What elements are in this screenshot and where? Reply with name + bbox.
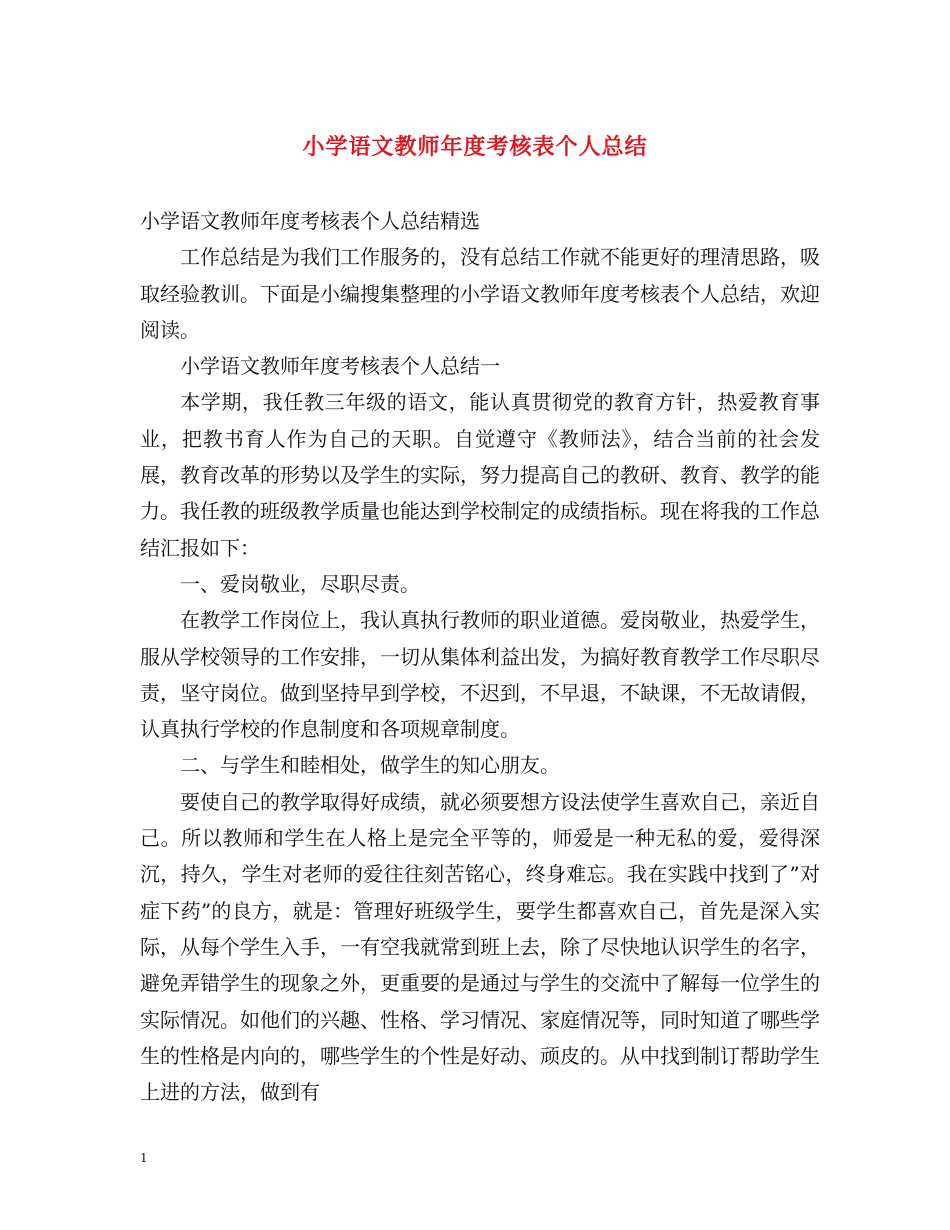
- body-paragraph: 要使自己的教学取得好成绩，就必须要想方设法使学生喜欢自己，亲近自己。所以教师和学生在人格上是完全平等的，师爱是一种无私的爱，爱得深沉，持久，学生对老师的爱往往刻苦铭心，终身难忘。我在实践中找到了”对症下药”的良方，就是：管理好班级学生，要学生都喜欢自己，首先是深入实际，从每个学生入手，一有空我就常到班上去，除了尽快地认识学生的名字，避免弄错学生的现象之外，更重要的是通过与学生的交流中了解每一位学生的实际情况。如他们的兴趣、性格、学习情况、家庭情况等，同时知道了哪些学生的性格是内向的，哪些学生的个性是好动、顽皮的。从中找到制订帮助学生上进的方法，做到有: [140, 789, 820, 1105]
- section-heading: 小学语文教师年度考核表个人总结一: [180, 354, 500, 379]
- point-heading: 一、爱岗敬业，尽职尽责。: [180, 571, 420, 596]
- document-title: 小学语文教师年度考核表个人总结: [302, 134, 648, 160]
- intro-paragraph: 工作总结是为我们工作服务的，没有总结工作就不能更好的理清思路，吸取经验教训。下面是小编搜集整理的小学语文教师年度考核表个人总结，欢迎阅读。: [140, 245, 820, 342]
- page-number: 1: [140, 1151, 148, 1165]
- subtitle-paragraph: 小学语文教师年度考核表个人总结精选: [140, 209, 480, 233]
- body-paragraph: 在教学工作岗位上，我认真执行教师的职业道德。爱岗敬业，热爱学生，服从学校领导的工作安排，一切从集体利益出发，为搞好教育教学工作尽职尽责，坚守岗位。做到坚持早到学校，不迟到，不早退，不缺课，不无故请假，认真执行学校的作息制度和各项规章制度。: [140, 608, 820, 742]
- body-paragraph: 本学期，我任教三年级的语文，能认真贯彻党的教育方针，热爱教育事业，把教书育人作为自己的天职。自觉遵守《教师法》，结合当前的社会发展，教育改革的形势以及学生的实际，努力提高自己的教研、教育、教学的能力。我任教的班级教学质量也能达到学校制定的成绩指标。现在将我的工作总结汇报如下：: [140, 390, 820, 560]
- document-body: [140, 203, 820, 1110]
- point-heading: 二、与学生和睦相处，做学生的知心朋友。: [180, 753, 560, 778]
